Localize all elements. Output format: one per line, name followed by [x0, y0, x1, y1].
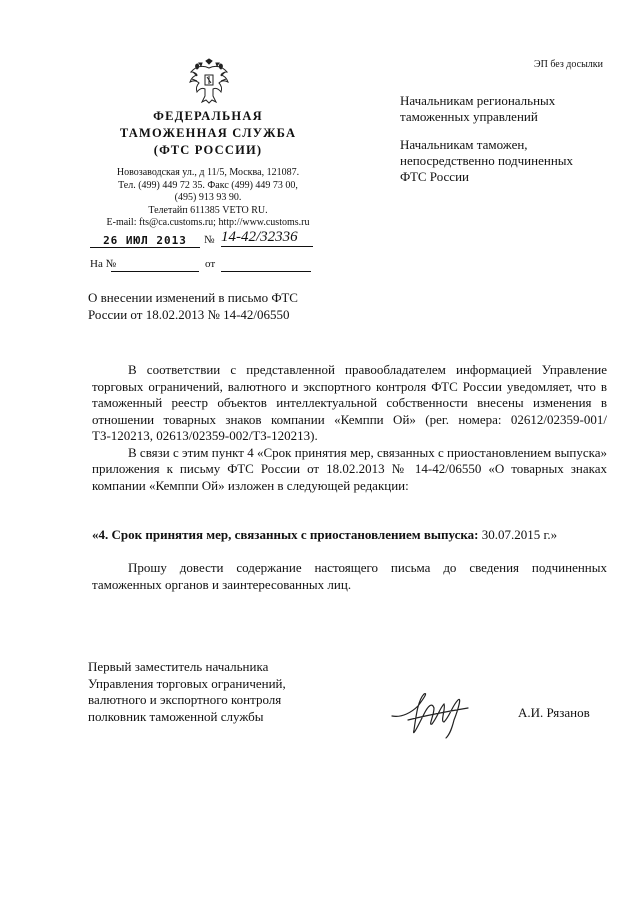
signer-name: А.И. Рязанов: [518, 705, 590, 720]
amended-clause-date: 30.07.2015 г.»: [478, 527, 558, 542]
registration-date: 26 ИЮЛ 2013: [90, 234, 200, 248]
position-line: Управления торговых ограничений,: [88, 675, 286, 691]
amended-clause: [92, 527, 612, 543]
org-title-line: ФЕДЕРАЛЬНАЯ: [153, 109, 263, 123]
position-line: валютного и экспортного контроля: [88, 692, 282, 707]
reference-from-blank: [221, 271, 311, 272]
organization-title: [88, 108, 328, 159]
reference-number-blank: [111, 271, 199, 272]
contact-line: Новозаводская ул., д 11/5, Москва, 121087.: [116, 167, 300, 178]
handwritten-signature: [388, 686, 478, 741]
contact-line: (495) 913 93 90.: [174, 192, 242, 203]
reference-from-label: от: [205, 258, 216, 270]
position-line: полковник таможенной службы: [88, 708, 264, 724]
registration-number-label: №: [204, 234, 215, 246]
double-headed-eagle-emblem-icon: [187, 58, 231, 104]
letter-body: [92, 362, 607, 494]
signer-position: [88, 659, 348, 725]
reference-row: [88, 258, 328, 274]
dispatch-mark: ЭП без досылки: [534, 59, 603, 70]
registration-row: [88, 229, 328, 252]
body-paragraph: В связи с этим пункт 4 «Срок принятия мер, связанных с приостановлением выпуска» приложения к письму ФТС России от 18.02.2013 № 14-42/06550 «О товарных знаках компании «Кемппи Ой» изложен в следующей редакции:: [92, 444, 607, 493]
addressees: [400, 93, 600, 197]
addressee: Начальникам таможен, непосредственно подчиненных ФТС России: [400, 137, 574, 184]
closing-request: Прошу довести содержание настоящего письма до сведения подчиненных таможенных органов и заинтересованных лиц.: [92, 560, 607, 592]
registration-number: 14-42/32336: [221, 229, 313, 247]
org-title-line: ТАМОЖЕННАЯ СЛУЖБА: [119, 126, 297, 140]
body-paragraph: В соответствии с представленной правообладателем информацией Управление торговых ограничений, валютного и экспортного контроля ФТС России уведомляет, что в таможенный реестр объектов интеллектуальной собственности внесены изменения в отношении товарных знаков компании «Кемппи Ой» (рег. номера: 02612/02359-001/ТЗ-120213, 02613/02359-002/ТЗ-120213).: [92, 362, 607, 443]
amended-clause-text: «4. Срок принятия мер, связанных с приостановлением выпуска:: [92, 527, 479, 542]
org-title-line: (ФТС РОССИИ): [153, 143, 263, 157]
organization-contacts: [88, 167, 328, 230]
contact-line: E-mail: fts@ca.customs.ru; http://www.customs.ru: [106, 217, 310, 228]
letter-subject: О внесении изменений в письмо ФТС России от 18.02.2013 № 14-42/06550: [88, 290, 298, 322]
contact-line: Телетайп 611385 VETO RU.: [148, 204, 268, 216]
contact-line: Тел. (499) 449 72 35. Факс (499) 449 73 00,: [118, 179, 298, 191]
addressee: Начальникам региональных таможенных управлений: [400, 93, 556, 124]
position-line: Первый заместитель начальника: [88, 659, 269, 674]
reference-number-label: На №: [90, 258, 117, 270]
